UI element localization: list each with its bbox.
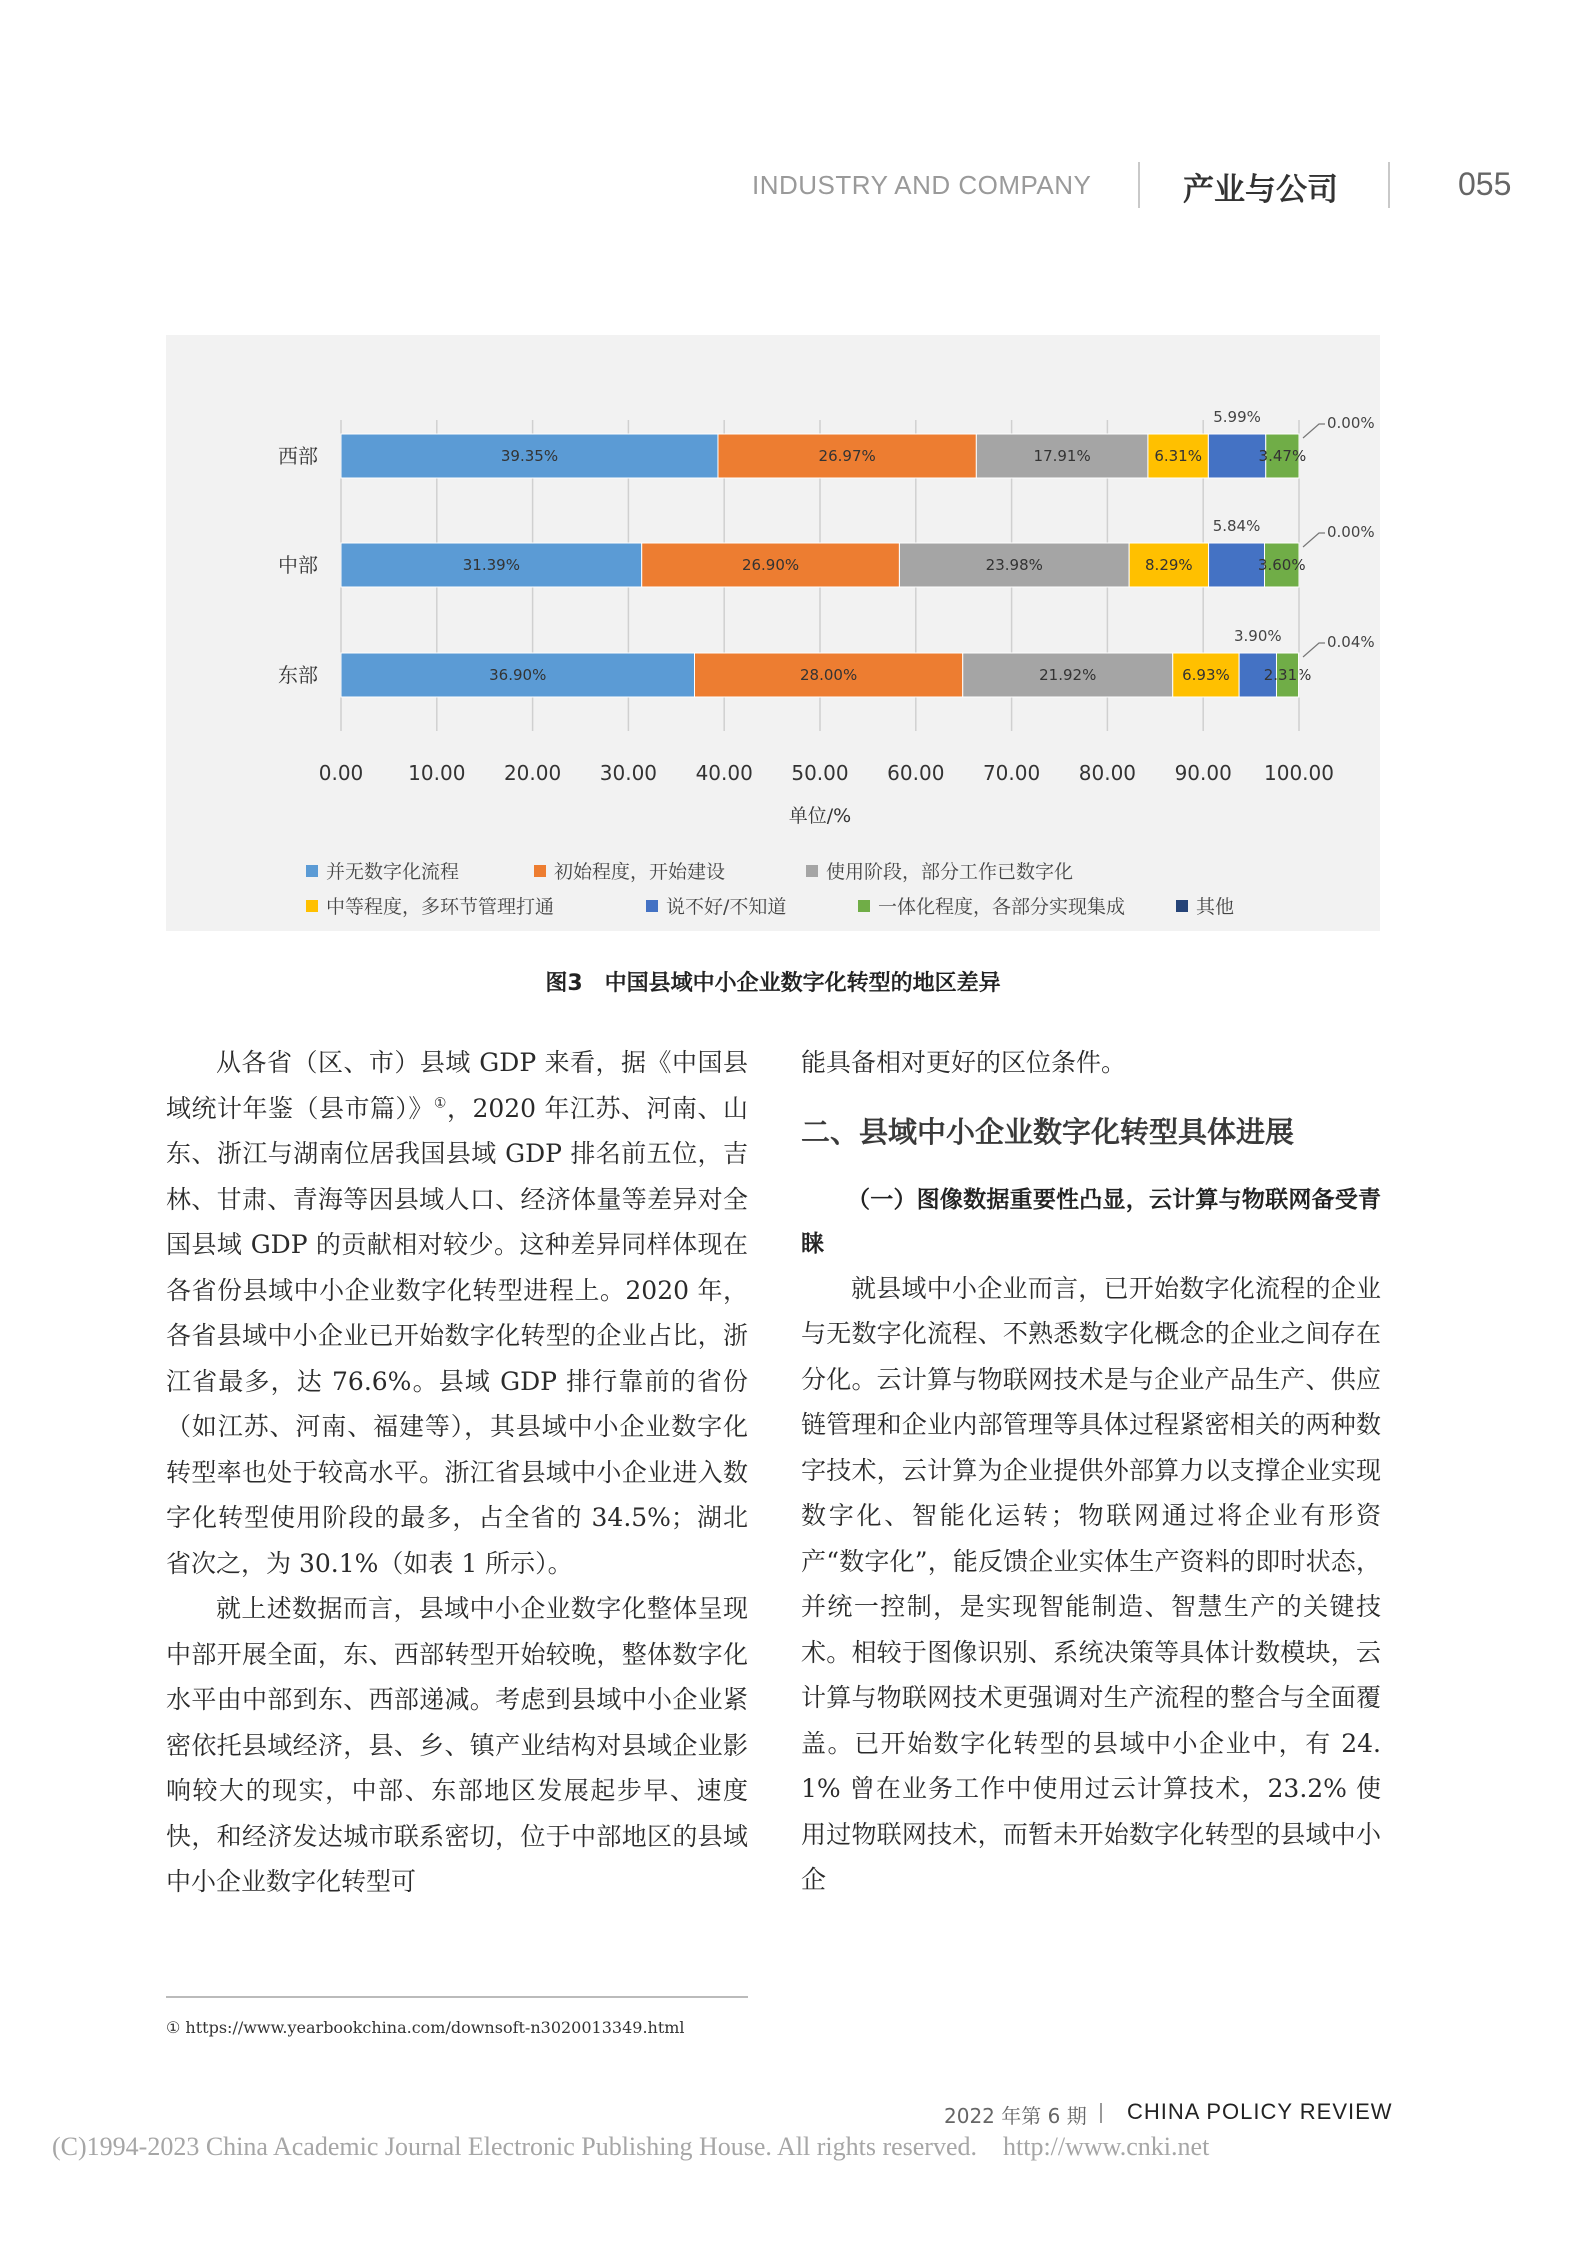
cnki-link[interactable]: http://www.cnki.net [1003,2132,1210,2161]
paragraph: 能具备相对更好的区位条件。 [801,1048,1127,1077]
section-heading: 二、县域中小企业数字化转型具体进展 [801,1114,1295,1149]
category-label: 中部 [278,553,318,577]
legend-item [646,892,786,919]
copyright-watermark: (C)1994-2023 China Academic Journal Electronic Publishing House. All rights reserved. http://www.cnki.net [52,2132,1210,2161]
x-tick-label: 80.00 [1078,761,1137,785]
data-label: 6.31% [1154,447,1202,465]
data-label: 0.04% [1327,633,1375,651]
legend-label: 其他 [1196,896,1235,918]
x-tick-label: 50.00 [791,761,849,785]
data-label: 39.35% [500,447,559,465]
data-label: 5.99% [1213,408,1261,426]
legend-item [858,892,1125,919]
x-tick-label: 10.00 [408,761,466,785]
legend-label: 一体化程度，各部分实现集成 [878,896,1126,918]
header-divider [1388,162,1390,208]
x-tick-label: 30.00 [599,761,658,785]
footnote-rule [166,1996,748,1998]
subsection-heading: （一）图像数据重要性凸显，云计算与物联网备受青睐 [801,1186,1381,1257]
x-tick-label: 40.00 [695,761,753,785]
data-label: 21.92% [1039,666,1097,684]
section-title-en: INDUSTRY AND COMPANY [752,170,1092,200]
data-label: 26.90% [741,556,800,574]
data-label: 3.60% [1257,556,1306,574]
footnote-marker[interactable]: ① [433,1095,447,1112]
stacked-bar-chart [166,335,1380,931]
data-label: 8.29% [1145,556,1193,574]
footer-divider [1100,2103,1102,2123]
x-tick-label: 90.00 [1174,761,1232,785]
legend-label: 初始程度，开始建设 [554,861,726,883]
legend-swatch [646,900,658,912]
bar-segment [1208,434,1265,478]
x-tick-label: 0.00 [318,761,364,785]
left-column [166,1040,748,1905]
category-label: 东部 [278,663,318,687]
issue-label: 2022 年第 6 期 [944,2104,1087,2128]
legend-item [1176,892,1234,919]
category-label: 西部 [278,444,318,468]
figure-caption: 图3 中国县域中小企业数字化转型的地区差异 [545,971,1001,996]
paragraph: 从各省（区、市）县域 GDP 来看，据《中国县域统计年鉴（县市篇）》①，2020 年江苏、河南、山东、浙江与湖南位居我国县域 GDP 排名前五位，吉林、甘肃、青海等因县域人口、经济体量等差异对全国县域 GDP 的贡献相对较少。这种差异同样体现在各省份县域中小企业数字化转型进程上。2020 年，各省县域中小企业已开始数字化转型的企业占比，浙江省最多，达 76.6%。县域 GDP 排行靠前的省份（如江苏、河南、福建等），其县域中小企业数字化转型率也处于较高水平。浙江省县域中小企业进入数字化转型使用阶段的最多，占全省的 34.5%；湖北省次之，为 30.1%（如表 1 所示）。 [166,1048,748,1578]
x-tick-label: 100.00 [1264,761,1334,785]
legend-swatch [858,900,870,912]
legend-swatch [306,900,318,912]
journal-name: CHINA POLICY REVIEW [1127,2099,1393,2124]
data-label: 36.90% [489,666,547,684]
x-tick-label: 20.00 [503,761,562,785]
data-label: 23.98% [985,556,1043,574]
leader-line [1303,643,1325,657]
legend-swatch [534,865,546,877]
figure-panel [166,335,1380,931]
footnote: ① https://www.yearbookchina.com/downsoft-n3020013349.html [166,2018,685,2037]
data-label: 28.00% [800,666,858,684]
data-label: 2.31% [1263,666,1312,684]
page-number: 055 [1458,166,1512,202]
data-label: 5.84% [1212,517,1261,535]
right-column [801,1040,1381,1903]
data-label: 3.90% [1233,627,1282,645]
legend-swatch [306,865,318,877]
legend-item [306,892,554,919]
paragraph: 就县域中小企业而言，已开始数字化流程的企业与无数字化流程、不熟悉数字化概念的企业之间存在分化。云计算与物联网技术是与企业产品生产、供应链管理和企业内部管理等具体过程紧密相关的两种数字技术，云计算为企业提供外部算力以支撑企业实现数字化、智能化运转；物联网通过将企业有形资产“数字化”，能反馈企业实体生产资料的即时状态，并统一控制，是实现智能制造、智慧生产的关键技术。相较于图像识别、系统决策等具体计数模块，云计算与物联网技术更强调对生产流程的整合与全面覆盖。已开始数字化转型的县域中小企业中，有 24.1% 曾在业务工作中使用过云计算技术，23.2% 使用过物联网技术，而暂未开始数字化转型的县域中小企 [801,1273,1381,1894]
legend-swatch [1176,900,1188,912]
leader-line [1303,533,1325,547]
legend-label: 使用阶段，部分工作已数字化 [826,861,1074,883]
data-label: 31.39% [462,556,520,574]
legend-item [806,857,1073,884]
header-divider [1138,162,1140,208]
legend-label: 并无数字化流程 [326,861,460,883]
data-label: 0.00% [1327,414,1375,432]
legend-item [306,857,459,884]
leader-line [1303,424,1325,438]
data-label: 6.93% [1182,666,1230,684]
x-tick-label: 70.00 [982,761,1041,785]
legend-item [534,857,725,884]
data-label: 0.00% [1327,523,1375,541]
x-axis-title: 单位/% [788,805,852,827]
data-label: 17.91% [1033,447,1091,465]
data-label: 26.97% [818,447,876,465]
paragraph: 就上述数据而言，县域中小企业数字化整体呈现中部开展全面，东、西部转型开始较晚，整体数字化水平由中部到东、西部递减。考虑到县域中小企业紧密依托县域经济，县、乡、镇产业结构对县域企业影响较大的现实，中部、东部地区发展起步早、速度快，和经济发达城市联系密切，位于中部地区的县域中小企业数字化转型可 [166,1594,748,1896]
legend-swatch [806,865,818,877]
x-tick-label: 60.00 [887,761,945,785]
legend-label: 中等程度，多环节管理打通 [326,896,555,918]
bar-segment [1209,543,1265,587]
legend-label: 说不好/不知道 [666,896,787,918]
section-title-zh: 产业与公司 [1183,172,1338,208]
data-label: 3.47% [1258,447,1307,465]
